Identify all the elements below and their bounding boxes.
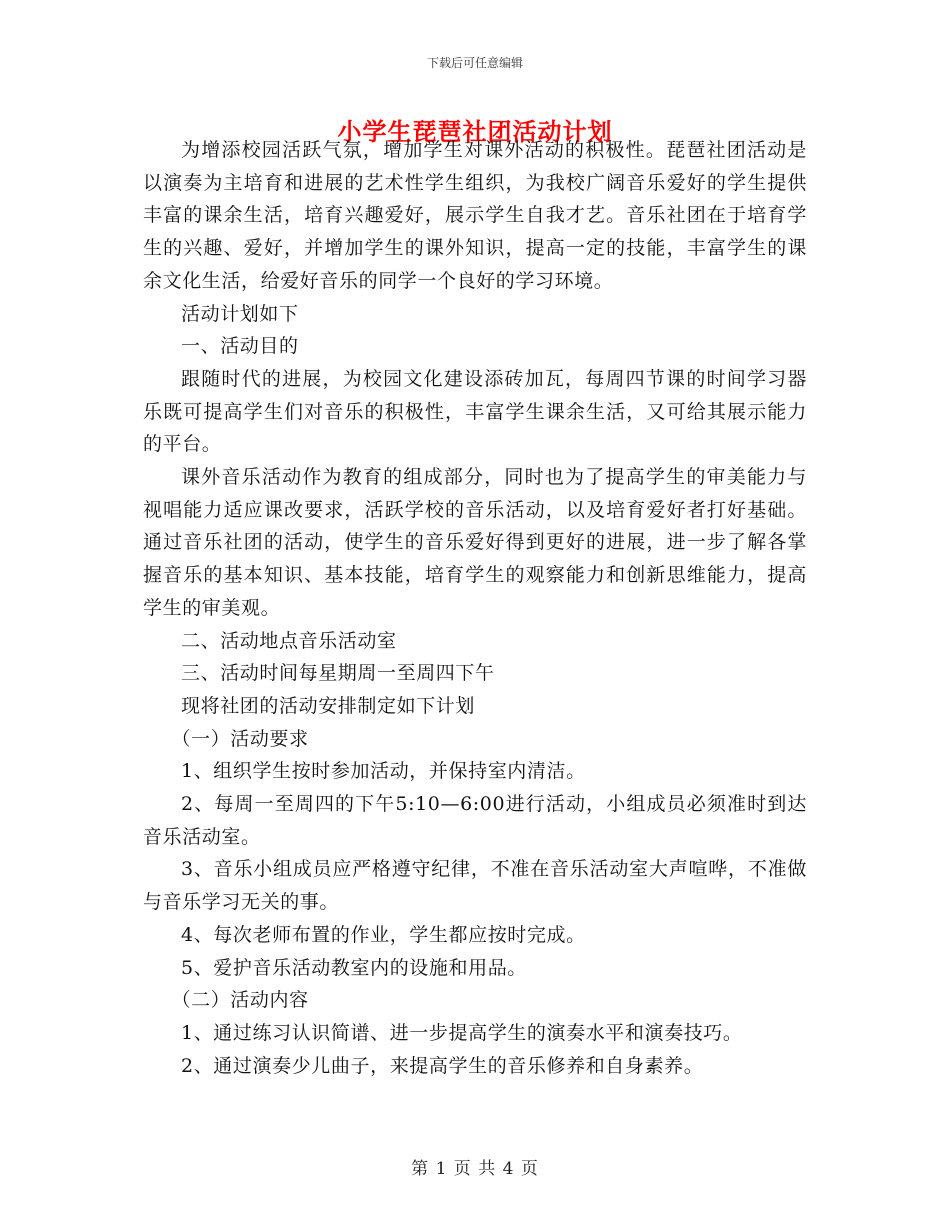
content-item: 2、通过演奏少儿曲子，来提高学生的音乐修养和自身素养。 bbox=[181, 1054, 704, 1077]
requirement-item: 3、音乐小组成员应严格遵守纪律，不准在音乐活动室大声喧哗，不准做与音乐学习无关的事。 bbox=[143, 858, 807, 914]
section-heading-location: 二、活动地点音乐活动室 bbox=[181, 629, 397, 652]
requirement-item: 4、每次老师布置的作业，学生都应按时完成。 bbox=[181, 923, 586, 946]
intro-paragraph: 为增添校园活跃气氛，增加学生对课外活动的积极性。琵琶社团活动是以演奏为主培育和进展的艺术性学生组织，为我校广阔音乐爱好的学生提供丰富的课余生活，培育兴趣爱好，展示学生自我才艺。音乐社团在于培育学生的兴趣、爱好，并增加学生的课外知识，提高一定的技能，丰富学生的课余文化生活，给爱好音乐的同学一个良好的学习环境。 bbox=[143, 139, 807, 292]
plan-intro-line: 活动计划如下 bbox=[181, 302, 299, 325]
content-item: 1、通过练习认识简谱、进一步提高学生的演奏水平和演奏技巧。 bbox=[181, 1021, 743, 1044]
purpose-paragraph-1: 跟随时代的进展，为校园文化建设添砖加瓦，每周四节课的时间学习器乐既可提高学生们对音乐的积极性，丰富学生课余生活，又可给其展示能力的平台。 bbox=[143, 367, 807, 456]
subsection-heading-requirements: （一）活动要求 bbox=[171, 727, 309, 750]
page-header-note: 下载后可任意编辑 bbox=[426, 56, 523, 70]
requirement-item: 1、组织学生按时参加活动，并保持室内清洁。 bbox=[181, 760, 586, 783]
subsection-heading-content: （二）活动内容 bbox=[171, 989, 309, 1012]
requirement-item: 2、每周一至周四的下午5:10—6:00进行活动，小组成员必须准时到达音乐活动室。 bbox=[143, 793, 807, 848]
document-title: 小学生琵琶社团活动计划 bbox=[337, 117, 613, 146]
section-heading-purpose: 一、活动目的 bbox=[181, 335, 299, 358]
document-body bbox=[143, 134, 807, 1082]
page-footer-number: 第 1 页 共 4 页 bbox=[411, 1159, 539, 1179]
section-heading-time: 三、活动时间每星期周一至周四下午 bbox=[181, 662, 495, 685]
schedule-intro-line: 现将社团的活动安排制定如下计划 bbox=[181, 694, 476, 717]
requirement-item: 5、爱护音乐活动教室内的设施和用品。 bbox=[181, 956, 527, 979]
purpose-paragraph-2: 课外音乐活动作为教育的组成部分，同时也为了提高学生的审美能力与视唱能力适应课改要求，活跃学校的音乐活动，以及培育爱好者打好基础。通过音乐社团的活动，使学生的音乐爱好得到更好的进展，进一步了解各掌握音乐的基本知识、基本技能，培育学生的观察能力和创新思维能力，提高学生的审美观。 bbox=[143, 466, 807, 619]
